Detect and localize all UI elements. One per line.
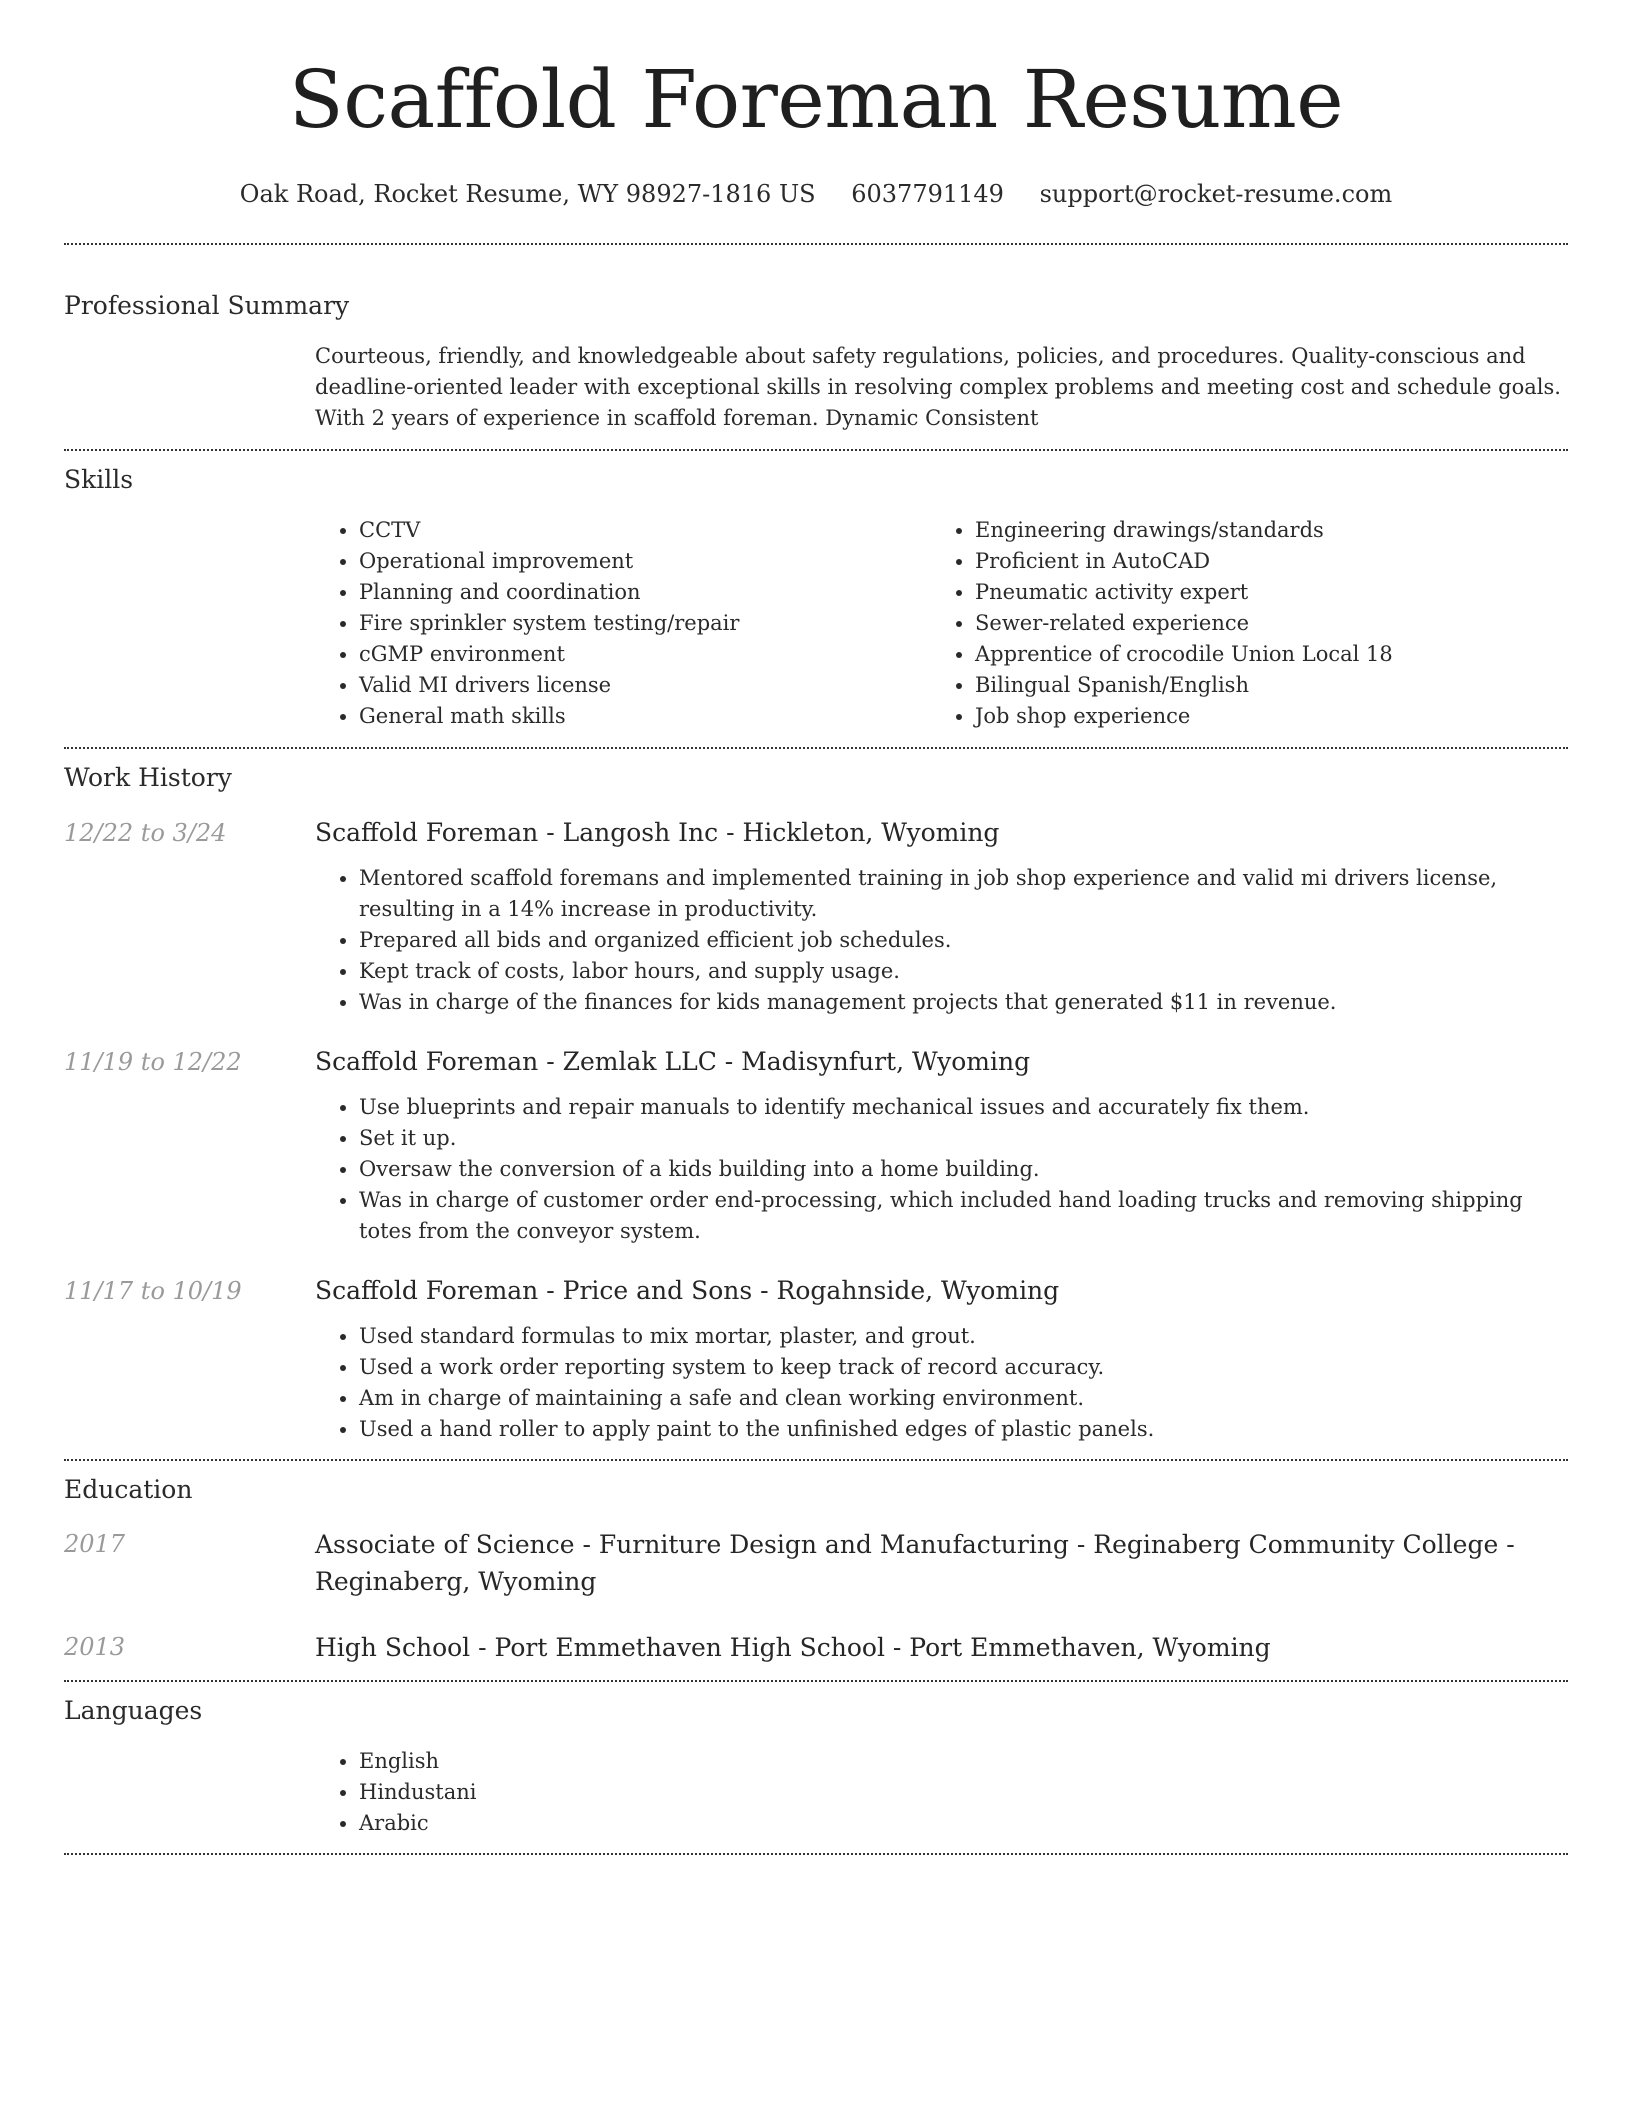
skill-item: • Proficient in AutoCAD	[975, 546, 1547, 577]
job-bullet: • Prepared all bids and organized efficient job schedules.	[359, 925, 1568, 956]
education-title: High School - Port Emmethaven High School - Port Emmethaven, Wyoming	[315, 1633, 1271, 1662]
job-details	[315, 815, 1568, 1018]
skill-item: • Engineering drawings/standards	[975, 515, 1547, 546]
skills-list-right	[931, 515, 1547, 732]
job-details	[315, 1044, 1568, 1247]
resume-header	[64, 0, 1568, 210]
job-bullets	[315, 863, 1568, 1018]
education-year: 2013	[64, 1633, 126, 1661]
contact-email: support@rocket-resume.com	[1039, 180, 1393, 208]
languages-list	[315, 1746, 1568, 1839]
skills-list-left	[315, 515, 931, 732]
language-item: • English	[359, 1746, 1568, 1777]
skill-item: • Sewer-related experience	[975, 608, 1547, 639]
skill-item: • Planning and coordination	[359, 577, 931, 608]
job-bullet: • Used a work order reporting system to keep track of record accuracy.	[359, 1352, 1568, 1383]
skills-section	[64, 451, 1568, 747]
job-title: Scaffold Foreman - Zemlak LLC - Madisynfurt, Wyoming	[315, 1047, 1031, 1076]
skill-item: • CCTV	[359, 515, 931, 546]
summary-section	[64, 245, 1568, 449]
summary-heading: Professional Summary	[64, 291, 350, 320]
skills-grid	[315, 515, 1568, 732]
education-details	[315, 1526, 1568, 1600]
job-dates: 11/19 to 12/22	[64, 1048, 242, 1076]
job-bullet: • Am in charge of maintaining a safe and clean working environment.	[359, 1383, 1568, 1414]
job-bullet: • Set it up.	[359, 1123, 1568, 1154]
skill-item: • Pneumatic activity expert	[975, 577, 1547, 608]
summary-body	[315, 341, 1568, 434]
languages-section	[64, 1682, 1568, 1853]
job-bullet: • Use blueprints and repair manuals to identify mechanical issues and accurately fix them.	[359, 1092, 1568, 1123]
job-entry	[64, 815, 1568, 1018]
job-entry	[64, 1044, 1568, 1247]
contact-phone: 6037791149	[851, 180, 1004, 208]
education-title: Associate of Science - Furniture Design and Manufacturing - Reginaberg Community College - Reginaberg, Wyoming	[315, 1530, 1515, 1596]
skill-item: • General math skills	[359, 701, 931, 732]
skill-item: • Operational improvement	[359, 546, 931, 577]
job-bullet: • Mentored scaffold foremans and implemented training in job shop experience and valid mi drivers license, resulting in a 14% increase in productivity.	[359, 863, 1568, 925]
section-divider	[64, 1853, 1568, 1855]
education-heading: Education	[64, 1475, 193, 1504]
contact-address: Oak Road, Rocket Resume, WY 98927-1816 US	[239, 180, 816, 208]
job-bullet: • Kept track of costs, labor hours, and supply usage.	[359, 956, 1568, 987]
skill-item: • Fire sprinkler system testing/repair	[359, 608, 931, 639]
education-entry	[64, 1526, 1568, 1600]
job-dates: 11/17 to 10/19	[64, 1277, 242, 1305]
skill-item: • Job shop experience	[975, 701, 1547, 732]
job-bullet: • Oversaw the conversion of a kids building into a home building.	[359, 1154, 1568, 1185]
page-title: Scaffold Foreman Resume	[288, 53, 1344, 146]
job-details	[315, 1273, 1568, 1445]
work-section	[64, 749, 1568, 1459]
skills-heading: Skills	[64, 465, 134, 494]
languages-body	[315, 1746, 1568, 1839]
job-bullet: • Was in charge of customer order end-processing, which included hand loading trucks and removing shipping totes from the conveyor system.	[359, 1185, 1568, 1247]
job-bullet: • Used standard formulas to mix mortar, plaster, and grout.	[359, 1321, 1568, 1352]
job-bullet: • Used a hand roller to apply paint to the unfinished edges of plastic panels.	[359, 1414, 1568, 1445]
job-bullets	[315, 1321, 1568, 1445]
job-bullet: • Was in charge of the finances for kids management projects that generated $11 in revenue.	[359, 987, 1568, 1018]
job-title: Scaffold Foreman - Langosh Inc - Hickleton, Wyoming	[315, 818, 1000, 847]
job-dates: 12/22 to 3/24	[64, 819, 227, 847]
education-section	[64, 1461, 1568, 1680]
skill-item: • Apprentice of crocodile Union Local 18	[975, 639, 1547, 670]
skill-item: • Bilingual Spanish/English	[975, 670, 1547, 701]
language-item: • Hindustani	[359, 1777, 1568, 1808]
summary-text: Courteous, friendly, and knowledgeable about safety regulations, policies, and procedures. Quality-conscious and deadline-oriented leader with exceptional skills in resolving complex problems and meeting cost and schedule goals. With 2 years of experience in scaffold foreman. Dynamic Consistent	[315, 344, 1561, 430]
job-bullets	[315, 1092, 1568, 1247]
contact-line	[64, 178, 1568, 210]
education-year: 2017	[64, 1530, 126, 1558]
work-heading: Work History	[64, 763, 232, 792]
job-entry	[64, 1273, 1568, 1445]
language-item: • Arabic	[359, 1808, 1568, 1839]
job-title: Scaffold Foreman - Price and Sons - Rogahnside, Wyoming	[315, 1276, 1060, 1305]
skill-item: • Valid MI drivers license	[359, 670, 931, 701]
skill-item: • cGMP environment	[359, 639, 931, 670]
education-details	[315, 1629, 1568, 1666]
education-entry	[64, 1629, 1568, 1666]
languages-heading: Languages	[64, 1696, 203, 1725]
